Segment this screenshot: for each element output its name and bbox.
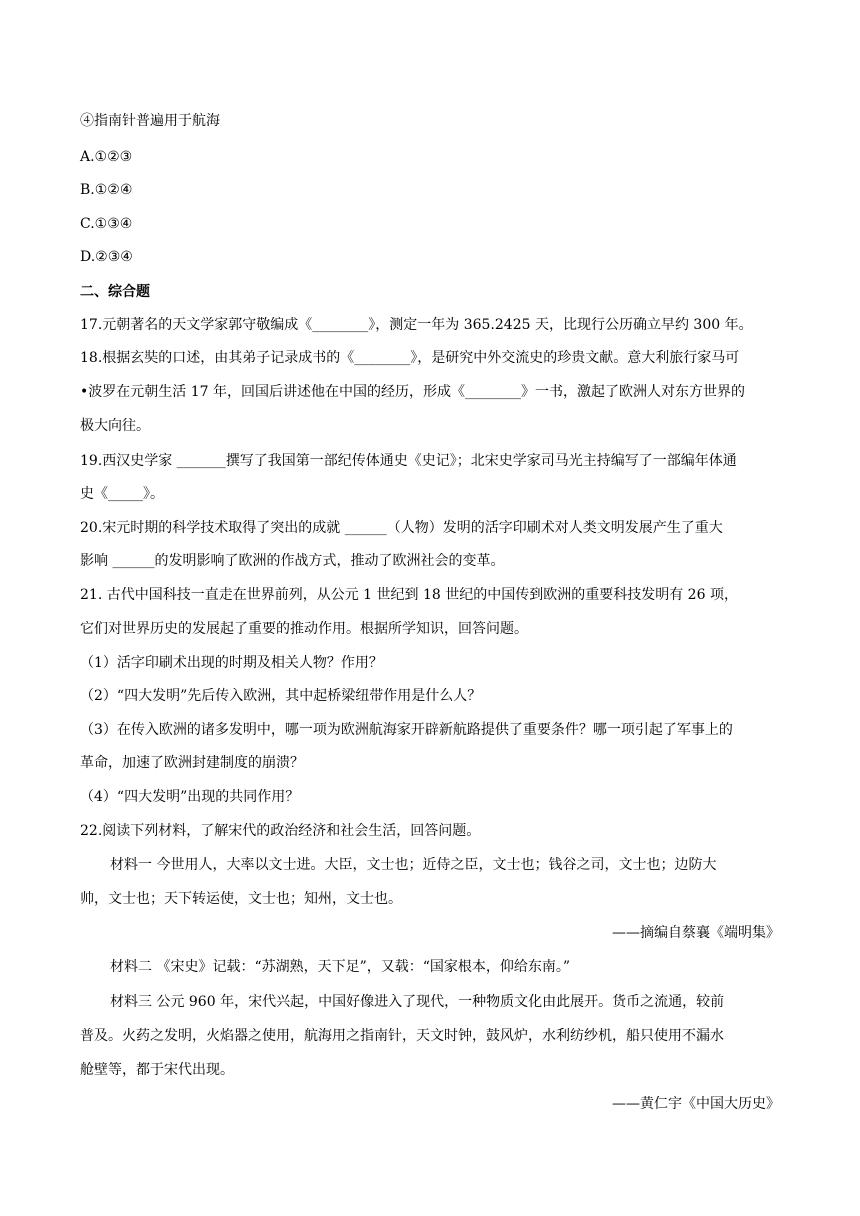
- q16-choice-d: D.②③④: [80, 249, 133, 265]
- q21-sub-4: （4）“四大发明”出现的共同作用？: [80, 789, 300, 805]
- q18-line-3: 极大向往。: [80, 418, 150, 434]
- q19-line-1: 19.西汉史学家 _______撰写了我国第一部纪传体通史《史记》；北宋史学家司马光主持编写了一部编年体通: [80, 453, 737, 469]
- material-3-line-3: 舱壁等，都于宋代出现。: [80, 1062, 234, 1078]
- section-title: 二、综合题: [80, 284, 150, 300]
- q21-line-1: 21. 古代中国科技一直走在世界前列，从公元 1 世纪到 18 世纪的中国传到欧洲的重要科技发明有 26 项，: [80, 587, 738, 603]
- material-3-line-1: 材料三 公元 960 年，宋代兴起，中国好像进入了现代，一种物质文化由此展开。货币之流通，较前: [110, 994, 725, 1010]
- material-3-source: ——黄仁宇《中国大历史》: [612, 1096, 780, 1112]
- material-2: 材料二 《宋史》记载：“苏湖熟，天下足”，又载：“国家根本，仰给东南。”: [110, 959, 571, 975]
- q22-line-1: 22.阅读下列材料，了解宋代的政治经济和社会生活，回答问题。: [80, 823, 481, 839]
- q18-line-1: 18.根据玄奘的口述，由其弟子记录成书的《________》，是研究中外交流史的珍贵文献。意大利旅行家马可: [80, 350, 740, 366]
- material-1-line-2: 帅，文士也；天下转运使，文士也；知州，文士也。: [80, 891, 402, 907]
- q16-choice-b: B.①②④: [80, 182, 133, 198]
- q20-line-1: 20.宋元时期的科学技术取得了突出的成就 ______（人物）发明的活字印刷术对人类文明发展产生了重大: [80, 520, 723, 536]
- q16-choice-a: A.①②③: [80, 149, 133, 165]
- q18-line-2: •波罗在元朝生活 17 年，回国后讲述他在中国的经历，形成《________》一书，激起了欧洲人对东方世界的: [80, 384, 745, 400]
- material-1-line-1: 材料一 今世用人，大率以文士进。大臣，文士也；近侍之臣，文士也；钱谷之司，文士也；边防大: [110, 857, 717, 873]
- q19-line-2: 史《_____》。: [80, 486, 164, 502]
- q16-option-4: ④指南针普遍用于航海: [80, 113, 220, 129]
- material-1-source: ——摘编自蔡襄《端明集》: [612, 925, 780, 941]
- material-3-line-2: 普及。火药之发明，火焰器之使用，航海用之指南针，天文时钟，鼓风炉，水利纺纱机，船只使用不漏水: [80, 1028, 724, 1044]
- q21-sub-3b: 革命，加速了欧洲封建制度的崩溃？: [80, 755, 304, 771]
- q16-choice-c: C.①③④: [80, 216, 133, 232]
- q21-sub-2: （2）“四大发明”先后传入欧洲，其中起桥梁纽带作用是什么人？: [80, 688, 482, 704]
- q21-sub-1: （1）活字印刷术出现的时期及相关人物？作用？: [80, 655, 383, 671]
- q21-line-2: 它们对世界历史的发展起了重要的推动作用。根据所学知识，回答问题。: [80, 621, 528, 637]
- q20-line-2: 影响 ______的发明影响了欧洲的作战方式，推动了欧洲社会的变革。: [80, 553, 505, 569]
- q21-sub-3a: （3）在传入欧洲的诸多发明中，哪一项为欧洲航海家开辟新航路提供了重要条件？哪一项引起了军事上的: [80, 722, 733, 738]
- q17-line: 17.元朝著名的天文学家郭守敬编成《________》，测定一年为 365.2425 天，比现行公历确立早约 300 年。: [80, 317, 753, 333]
